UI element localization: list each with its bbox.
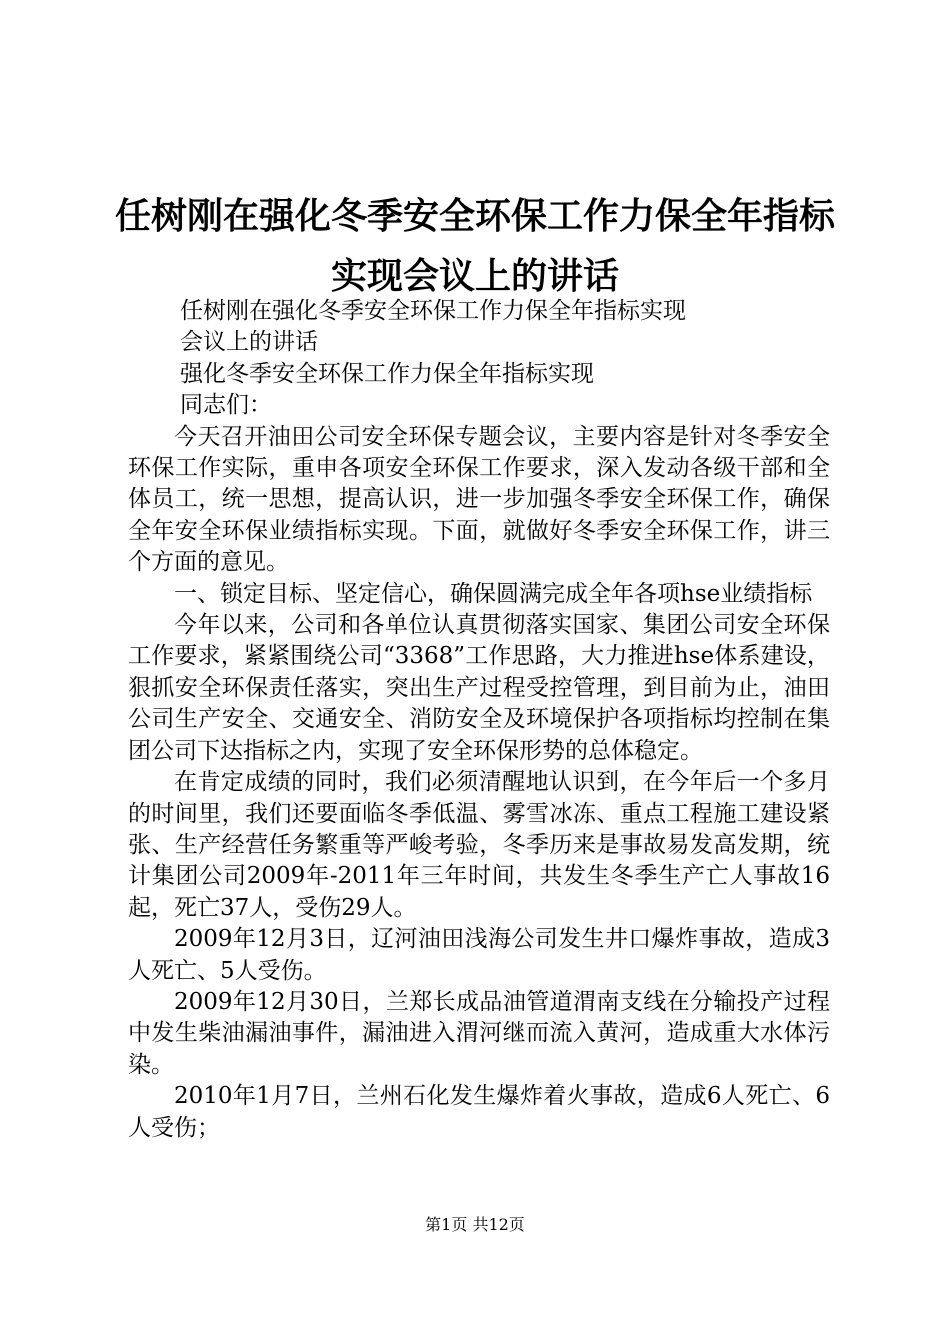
subtitle-line-1: 任树刚在强化冬季安全环保工作力保全年指标实现 (180, 298, 686, 324)
page-number: 第1页 共12页 (425, 1215, 525, 1234)
subtitle-line-2: 会议上的讲话 (180, 329, 318, 356)
paragraph-incident-2: 2009年12月30日，兰郑长成品油管道渭南支线在分输投产过程中发生柴油漏油事件，漏油进入渭河继而流入黄河，造成重大水体污染。 (128, 988, 830, 1078)
document-title-line-2: 实现会议上的讲话 (330, 256, 619, 297)
salutation: 同志们： (180, 392, 272, 419)
paragraph-incident-3: 2010年1月7日，兰州石化发生爆炸着火事故，造成6人死亡、6人受伤； (128, 1083, 830, 1141)
paragraph-incident-1: 2009年12月3日，辽河油田浅海公司发生井口爆炸事故，造成3人死亡、5人受伤。 (128, 926, 830, 984)
paragraph-intro: 今天召开油田公司安全环保专题会议，主要内容是针对冬季安全环保工作实际，重申各项安全环保工作要求，深入发动各级干部和全体员工，统一思想，提高认识，进一步加强冬季安全环保工作，确保全年安全环保业绩指标实现。下面，就做好冬季安全环保工作，讲三个方面的意见。 (128, 423, 830, 576)
document-body (128, 296, 830, 1144)
paragraph-achievements: 今年以来，公司和各单位认真贯彻落实国家、集团公司安全环保工作要求，紧紧围绕公司“3368”工作思路，大力推进hse体系建设，狠抓安全环保责任落实，突出生产过程受控管理，到目前为止，油田公司生产安全、交通安全、消防安全及环境保护各项指标均控制在集团公司下达指标之内，实现了安全环保形势的总体稳定。 (128, 612, 830, 764)
subtitle-line-3: 强化冬季安全环保工作力保全年指标实现 (180, 360, 594, 387)
section-heading-1: 一、锁定目标、坚定信心，确保圆满完成全年各项hse业绩指标 (174, 580, 813, 607)
paragraph-challenges: 在肯定成绩的同时，我们必须清醒地认识到，在今年后一个多月的时间里，我们还要面临冬季低温、雾雪冰冻、重点工程施工建设紧张、生产经营任务繁重等严峻考验，冬季历来是事故易发高发期，统计集团公司2009年-2011年三年时间，共发生冬季生产亡人事故16起，死亡37人，受伤29人。 (128, 769, 830, 921)
document-title-line-1: 任树刚在强化冬季安全环保工作力保全年指标 (114, 196, 835, 237)
